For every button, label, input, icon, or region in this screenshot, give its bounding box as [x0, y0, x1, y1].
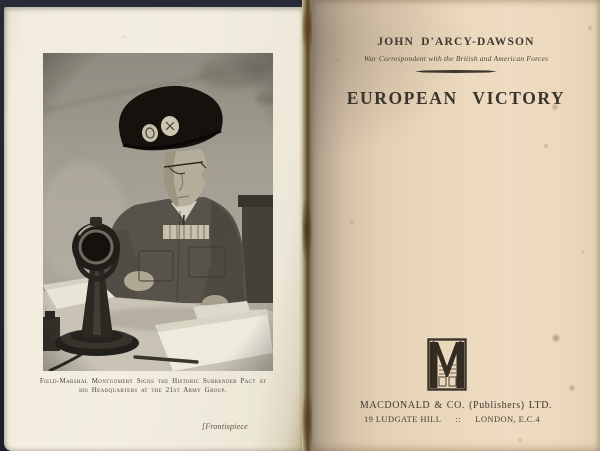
- frontispiece-photo: [43, 53, 273, 371]
- author-name: JOHN D'ARCY-DAWSON: [377, 36, 535, 48]
- title-page: [312, 0, 600, 451]
- photo-caption: [4, 377, 302, 395]
- photo-caption-line1: Field-Marshal Montgomery Signs the Historic Surrender Pact at: [39, 377, 267, 385]
- frontispiece-label: [Frontispiece: [202, 422, 248, 431]
- left-page: [4, 7, 302, 451]
- swelled-rule-divider: [415, 70, 497, 73]
- publisher-address-city: LONDON, E.C.4: [475, 414, 540, 424]
- publisher-address: [364, 414, 540, 424]
- publisher-address-separator: ::: [455, 414, 462, 424]
- publisher-name: MACDONALD & CO. (Publishers) LTD.: [359, 400, 553, 411]
- book-title: EUROPEAN VICTORY: [346, 88, 566, 108]
- author-role: War Correspondent with the British and American Forces: [363, 54, 549, 63]
- publisher-address-street: 19 LUDGATE HILL: [364, 414, 442, 424]
- photo-caption-line2: his Headquarters at the 21st Army Group.: [79, 386, 227, 394]
- book-gutter: [302, 0, 312, 451]
- publisher-monogram-icon: [427, 338, 467, 391]
